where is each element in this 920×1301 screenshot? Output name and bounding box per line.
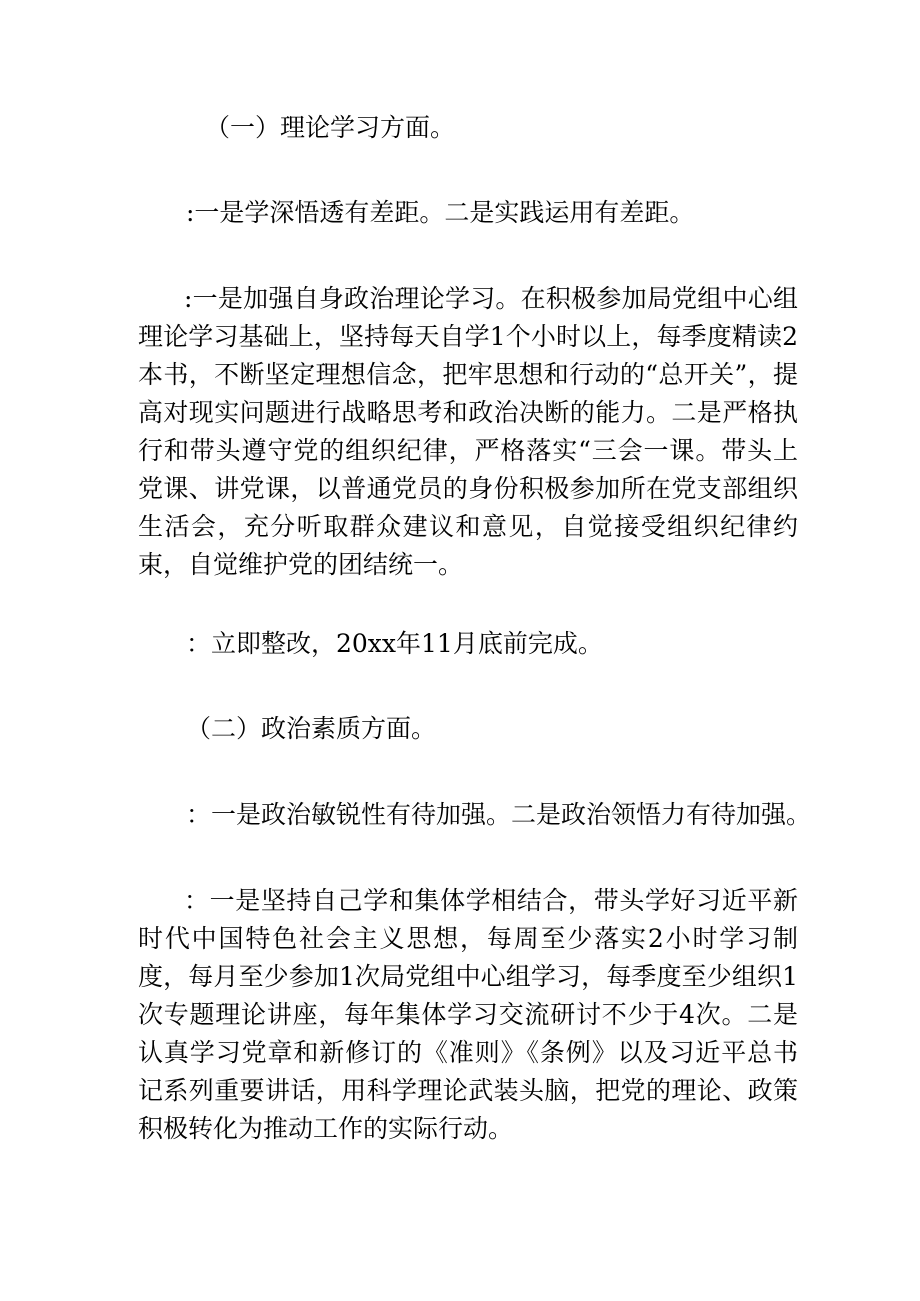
- section1-deadline: ：立即整改，20xx年11月底前完成。: [186, 629, 603, 658]
- section1-problems: :一是学深悟透有差距。二是实践运用有差距。: [186, 198, 695, 227]
- section2-problems: ：一是政治敏锐性有待加强。二是政治领悟力有待加强。: [186, 800, 812, 829]
- section1-heading: （一）理论学习方面。: [205, 113, 456, 142]
- section2-measures: ：一是坚持自己学和集体学相结合，带头学好习近平新时代中国特色社会主义思想，每周至少落实2小时学习制度，每月至少参加1次局党组中心组学习，每季度至少组织1次专题理论讲座，每年集体学习交流研讨不少于4次。二是认真学习党章和新修订的《准则》《条例》以及习近平总书记系列重要讲话，用科学理论武装头脑，把党的理论、政策积极转化为推动工作的实际行动。: [138, 886, 798, 1143]
- section2-heading: （二）政治素质方面。: [186, 714, 437, 743]
- section1-measures: :一是加强自身政治理论学习。在积极参加局党组中心组理论学习基础上，坚持每天自学1个小时以上，每季度精读2本书，不断坚定理想信念，把牢思想和行动的“总开关”，提高对现实问题进行战略思考和政治决断的能力。二是严格执行和带头遵守党的组织纪律，严格落实“三会一课。带头上党课、讲党课，以普通党员的身份积极参加所在党支部组织生活会，充分听取群众建议和意见，自觉接受组织纪律约束，自觉维护党的团结统一。: [138, 284, 798, 579]
